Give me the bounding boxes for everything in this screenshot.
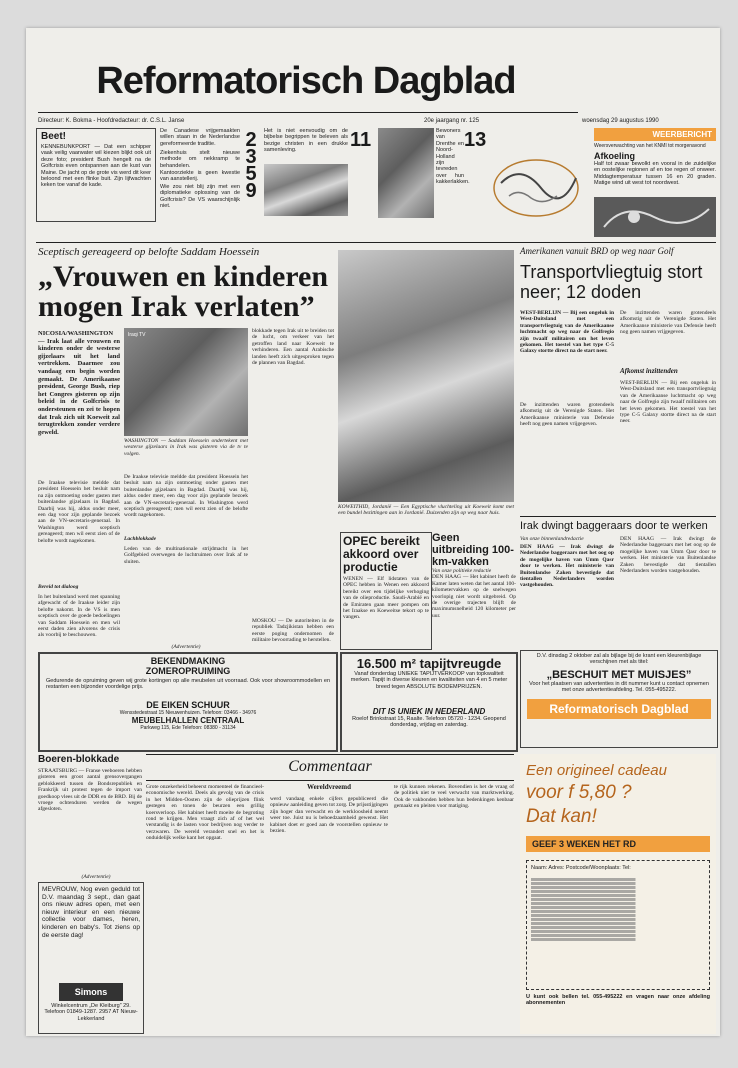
ad1-title: BEKENDMAKING ZOMEROPRUIMING bbox=[145, 656, 231, 676]
dumping-text: DEN HAAG — Irak dwingt de Nederlandse baggeraars met het oog op de mogelijke haven van Umm Qasr door te werken. Het ministerie van Buitenlandse Zaken bevestigde dat tientallen Nederlanders worden vastgehouden. bbox=[520, 544, 614, 589]
index-teaser-3: Ziekenhuis stelt nieuwe methode om nekkramp te behandelen. bbox=[160, 150, 240, 169]
weather-title: Afkoeling bbox=[594, 151, 636, 161]
ad2-addr: Roelof Brinkstraat 15, Raalte. Telefoon 05720 - 1234. Geopend donderdag, vrijdag en zaterdag. bbox=[352, 716, 506, 729]
ad2-title: 16.500 m² tapijtvreugde bbox=[356, 656, 502, 671]
main-kicker: Sceptisch gereageerd op belofte Saddam Hoessein bbox=[38, 246, 260, 258]
weather-label: WEERBERICHT bbox=[594, 128, 716, 141]
rd-ad-text2: Voor het plaatsen van advertenties in dit nummer kunt u contact opnemen met onze advertentieafdeling. Tel. 055-495222. bbox=[529, 681, 709, 694]
index-col-left bbox=[160, 128, 240, 220]
main-headline: „Vrouwen en kinderen mogen Irak verlaten” bbox=[38, 260, 329, 323]
masthead-title: Reformatorisch Dagblad bbox=[96, 60, 516, 102]
ad2-tag: DIT IS UNIEK IN NEDERLAND bbox=[372, 707, 486, 716]
index-num-5: 5 bbox=[245, 163, 257, 185]
index-num-2: 2 bbox=[245, 129, 257, 151]
globe-logo-icon bbox=[481, 48, 591, 218]
commentaar-text2: werd vandaag enkele cijfers gepubliceerd die opnieuw aanleiding geven tot zorg. De prijsstijgingen zijn hoger dan verwacht en de werkloosheid neemt weer toe. Juist nu is behoedzaamheid gewenst. Het kabinet doet er goed aan de voorstellen opnieuw te bezien. bbox=[270, 796, 388, 835]
transport-headline: Transportvliegtuig stort neer; 12 doden bbox=[520, 262, 703, 302]
refugee-photo bbox=[338, 250, 514, 502]
speed-headline: Geen uitbreiding 100-km-vakken bbox=[432, 532, 514, 568]
ad3-brand: Simons bbox=[59, 983, 123, 1001]
opec-box bbox=[340, 532, 432, 650]
saddam-photo-caption: WASHINGTON — Saddam Hoessein ondertekent met westerse gijzelaars in Irak was gisteren via de tv te volgen. bbox=[124, 438, 248, 457]
index-teaser-5: Kantoorziekte is geen kwestie van aanstellerij. bbox=[160, 170, 240, 183]
main-body3: blokkade tegen Irak uit te breiden tot de lucht, om verkeer van het getroffen land naar Koeweit te verhinderen. Een aantal Arabische landen heeft zich uitgesproken tegen de plannen van Bagdad. bbox=[252, 328, 334, 367]
ad2-box bbox=[340, 652, 518, 752]
transport-body-col2: De inzittenden waren grotendeels afkomstig uit de Verenigde Staten. Het Amerikaanse ministerie van Defensie heeft nog geen namen vrijgegeven. bbox=[620, 310, 716, 336]
boeren-text: STRAATSBURG — Franse veeboeren hebben gisteren een groot aantal grensovergangen geblokkeerd tussen de Bondsrepubliek en Frankrijk uit protest tegen de import van goedkoop vlees uit de DDR en de BRD. Bij de vroege ochtenduren werden de wegen afgesloten. bbox=[38, 768, 142, 813]
speed-text: DEN HAAG — Het kabinet heeft de Kamer laten weten dat het aantal 100-kilometervakken op de snelwegen voorlopig niet wordt uitgebreid. Op de overige trajecten blijft de maximumsnelheid 120 kilometer per uur. bbox=[432, 574, 516, 619]
ad1-addr1: Wensstedestraat 15 Nieuwenhuizen. Telefoon: 03466 - 34976 bbox=[119, 710, 257, 716]
beet-text: KENNEBUNKPORT — Dat een schipper vaak veilig vaarwater wil kiezen blijkt ook uit deze foto; president Bush hengelt na de Golfcrisis even ontspannen aan de kust van Maine. De jacht op de grote vis werd dit keer beloond met een flinke buit. Zijn lijfwachten keken toe vanaf de kade. bbox=[41, 144, 151, 189]
main-lead: NICOSIA/WASHINGTON — Irak laat alle vrouwen en kinderen onder de westerse gijzelaars uit het land vertrekken. Daarmee zou vandaag een begin worden gemaakt. De Amerikaanse president, George Bush, riep het Congres gisteren op zijn beleid in de Golfcrisis te ondersteunen en zei te hopen dat Irak zich uit Koeweit zal terugtrekken zonder verdere geweld. bbox=[38, 330, 120, 436]
commentaar-text3: te rijk kunnen rekenen. Bovendien is het de vraag of de politiek niet te veel verwacht van marktwerking. Ook de vakbonden hebben hun bedenkingen kenbaar gemaakt en pleiten voor matiging. bbox=[394, 784, 514, 810]
rd-ad-text: D.V. dinsdag 2 oktober zal als bijlage bij de krant een kleurenbijlage verschijnen met als titel: bbox=[536, 653, 702, 666]
promo-box bbox=[520, 754, 716, 1034]
masthead-directeur: Directeur: K. Bokma - Hoofdredacteur: dr. C.S.L. Janse bbox=[38, 118, 185, 124]
ad2-text: Vanaf donderdag UNIEKE TAPIJTVERKOOP van topkwaliteit merken. Tapijt in diverse kleuren en kwaliteiten van 4 en 5 meter breed tegen ABSOLUTE BODEMPRIJZEN. bbox=[350, 671, 508, 690]
ad1-box bbox=[38, 652, 338, 752]
index-teaser-11: Het is niet eenvoudig om de bijbelse begrippen te beleven als bezige christen in een drukke samenleving. bbox=[264, 128, 348, 154]
main-body2: In het buitenland werd met spanning afgewacht of de Iraakse leider zijn belofte nakomt. In de VS is men sceptisch over de goede bedoelingen van Saddam Hoessein en men wil eerst daden zien alvorens de crisis als voorbij te beschouwen. bbox=[38, 594, 120, 639]
index-num-3: 3 bbox=[245, 146, 257, 168]
masthead-jaargang: 20e jaargang nr. 125 bbox=[424, 118, 480, 124]
commentaar-sub: Wereldvreemd bbox=[306, 783, 352, 791]
main-sub1: Bereid tot dialoog bbox=[38, 584, 79, 590]
speed-article bbox=[432, 532, 516, 644]
teaser-photo-people bbox=[378, 128, 434, 218]
ad1-addr2: Parkweg 115, Ede Telefoon: 08380 - 31134 bbox=[140, 725, 236, 731]
promo-bar: GEEF 3 WEKEN HET RD bbox=[526, 836, 710, 852]
main-body: De Iraakse televisie meldde dat president Hoessein het besluit nam na zijn ontmoeting onder gasten met buitenlandse gijzelaars in Bagdad. Daarbij was hij, aldus onder meer, een dag voor zijn geplande bezoek aan de VN-secretaris-generaal. In Washington werd sceptisch gereageerd; men wil eerst zien of de belofte wordt nagekomen. bbox=[38, 480, 120, 544]
promo-form-fields[interactable]: Naam: Adres: Postcode/Woonplaats: Tel: bbox=[531, 865, 631, 871]
main-body-col2: De Iraakse televisie meldde dat president Hoessein het besluit nam na zijn ontmoeting onder gasten met buitenlandse gijzelaars in Bagdad. Daarbij was hij, aldus onder meer, een dag voor zijn geplande bezoek aan de VN-secretaris-generaal. In Washington werd sceptisch gereageerd; men wil eerst zien of de belofte wordt nagekomen. bbox=[124, 474, 248, 519]
ad1-label: (Advertentie) bbox=[171, 644, 201, 650]
ad1-shop: DE EIKEN SCHUUR bbox=[146, 700, 230, 710]
index-num-9: 9 bbox=[245, 180, 257, 202]
transport-text2: WEST-BERLIJN — Bij een ongeluk in West-Duitsland met een transportvliegtuig van de Amerikaanse luchtmacht op weg naar de Golfregio zijn twaalf militairen om het leven gekomen. Het toestel van het type C-5 Galaxy stortte direct na de start neer. bbox=[620, 380, 716, 425]
ad3-label: (Advertentie) bbox=[81, 874, 111, 880]
main-sub2: Lachblokkade bbox=[124, 536, 157, 542]
ad3-footer: Winkelcentrum „De Kleiburg” 29. Telefoon 01849-1287. 2957 AT Nieuw-Lekkerland bbox=[44, 1003, 138, 1022]
index-teaser-13: Bewoners van Drenthe en Noord-Holland zijn tevreden over hun kakkerlakken. bbox=[436, 128, 470, 186]
promo-line2: voor f 5,80 ? bbox=[526, 782, 632, 803]
dumping-headline: Irak dwingt baggeraars door te werken bbox=[520, 520, 708, 532]
moskou-text: MOSKOU — De autoriteiten in de republiek Tadzjikistan hebben een eerste poging ondernomen de militaire bevoorrading te herstellen. bbox=[252, 618, 334, 644]
index-num-13: 13 bbox=[464, 129, 487, 151]
promo-footer: U kunt ook bellen tel. 055-495222 en vragen naar onze afdeling abonnementen bbox=[526, 994, 710, 1007]
speed-byline: Van onze politieke redactie bbox=[432, 568, 492, 574]
weather-map-icon bbox=[594, 197, 716, 237]
index-teaser-11-box bbox=[264, 128, 348, 220]
refugee-caption: KOWEITHID, Jordanië — Een Egyptische vluchteling uit Koeweit komt met een bundel bezittingen aan in Jordanië. Duizenden zijn op weg naar huis. bbox=[338, 504, 514, 517]
beet-title: Beet! bbox=[41, 131, 67, 142]
ad3-box bbox=[38, 882, 144, 1034]
main-body4: Leden van de multinationale strijdmacht in het Golfgebied overwegen de luchtruimen over Irak af te sluiten. bbox=[124, 546, 248, 565]
masthead-date: woensdag 29 augustus 1990 bbox=[582, 118, 659, 124]
ad3-text: MEVROUW, Nog even geduld tot D.V. maandag 3 sept., dan gaat ons nieuw adres open, met een nieuw interieur en een nieuwe collectie voor dames, heren, kinderen en baby's. Tot ziens op de eerste dag! bbox=[42, 886, 140, 939]
transport-sub: Afkomst inzittenden bbox=[620, 367, 678, 375]
rd-ad-title: „BESCHUIT MET MUISJES” bbox=[546, 669, 692, 681]
index-num-11: 11 bbox=[350, 129, 372, 151]
transport-body: De inzittenden waren grotendeels afkomstig uit de Verenigde Staten. Het Amerikaanse ministerie van Defensie heeft nog geen namen vrijgegeven. bbox=[520, 402, 614, 428]
saddam-tv-photo bbox=[124, 328, 248, 436]
weather-sub: Weersverwachting van het KNMI tot morgenavond bbox=[594, 143, 706, 149]
promo-line3: Dat kan! bbox=[526, 806, 597, 827]
ad1-text: Gedurende de opruiming geven wij grote kortingen op alle meubelen uit voorraad. Ook voor showroommodellen en restanten een bijzonder voordelige prijs. bbox=[46, 678, 330, 691]
weather-text: Half tot zwaar bewolkt en vooral in de zuidelijke en oostelijke regionen af en toe regen of onweer. Middagtemperatuur tussen 16 en 20 graden. Matige wind uit west tot noordwest. bbox=[594, 161, 716, 187]
ad1-brand: MEUBELHALLEN CENTRAAL bbox=[131, 716, 245, 725]
opec-headline: OPEC bereikt akkoord over productie bbox=[343, 534, 420, 574]
transport-lead: WEST-BERLIJN — Bij een ongeluk in West-Duitsland met een transportvliegtuig van de Amerikaanse luchtmacht op weg naar de Golfregio zijn twaalf militairen om het leven gekomen. Het toestel van het type C-5 Galaxy stortte direct na de start neer. bbox=[520, 310, 614, 355]
index-numbers bbox=[242, 129, 260, 202]
photo-tv-label: Iraqi TV bbox=[128, 332, 146, 338]
rd-supplement-ad bbox=[520, 650, 718, 748]
index-teaser-2: De Canadese vrijgemaakten willen staan in de Nederlandse gereformeerde traditie. bbox=[160, 128, 240, 147]
commentaar-text: Grote onzekerheid beheerst momenteel de financieel-economische wereld. Deels als gevolg van de crisis in het Midden-Oosten zijn de olieprijzen flink gestegen en tonen de beurzen een grillig koersverloop. Het kabinet heeft moeite de begroting rond te krijgen. Men vraagt zich af of het wel verstandig is de lasten voor bedrijven nog verder te verzwaren. De wereld verandert snel en het is onduidelijk welke kant het opgaat. bbox=[146, 784, 264, 842]
weather-box bbox=[594, 128, 716, 240]
newspaper-page bbox=[26, 28, 720, 1036]
beet-box bbox=[36, 128, 156, 222]
promo-line1: Een origineel cadeau bbox=[526, 762, 667, 779]
teaser-photo-cart bbox=[264, 164, 348, 216]
promo-coupon[interactable] bbox=[526, 860, 710, 990]
transport-kicker: Amerikanen vanuit BRD op weg naar Golf bbox=[520, 246, 674, 256]
dumping-byline: Van onze binnenlandredactie bbox=[520, 536, 584, 542]
index-teaser-9: Wie zou niet blij zijn met een diplomatieke oplossing van de Golfcrisis? De VS waarschijnlijk niet. bbox=[160, 184, 240, 210]
dumping-text-col2: DEN HAAG — Irak dwingt de Nederlandse baggeraars met het oog op de mogelijke haven van Umm Qasr door te werken. Het ministerie van Buitenlandse Zaken bevestigde dat tientallen Nederlanders worden vastgehouden. bbox=[620, 536, 716, 575]
opec-text: WENEN — Elf lidstaten van de OPEC hebben in Wenen een akkoord bereikt over een tijdelijke verhoging van de olieproductie. Saudi-Arabië en de Emiraten gaan meer pompen om het Iraakse en Koeweitse tekort op te vangen. bbox=[343, 576, 429, 621]
rd-ad-logo: Reformatorisch Dagblad bbox=[527, 699, 711, 719]
commentaar-title: Commentaar bbox=[288, 758, 372, 775]
boeren-title: Boeren-blokkade bbox=[38, 754, 120, 765]
